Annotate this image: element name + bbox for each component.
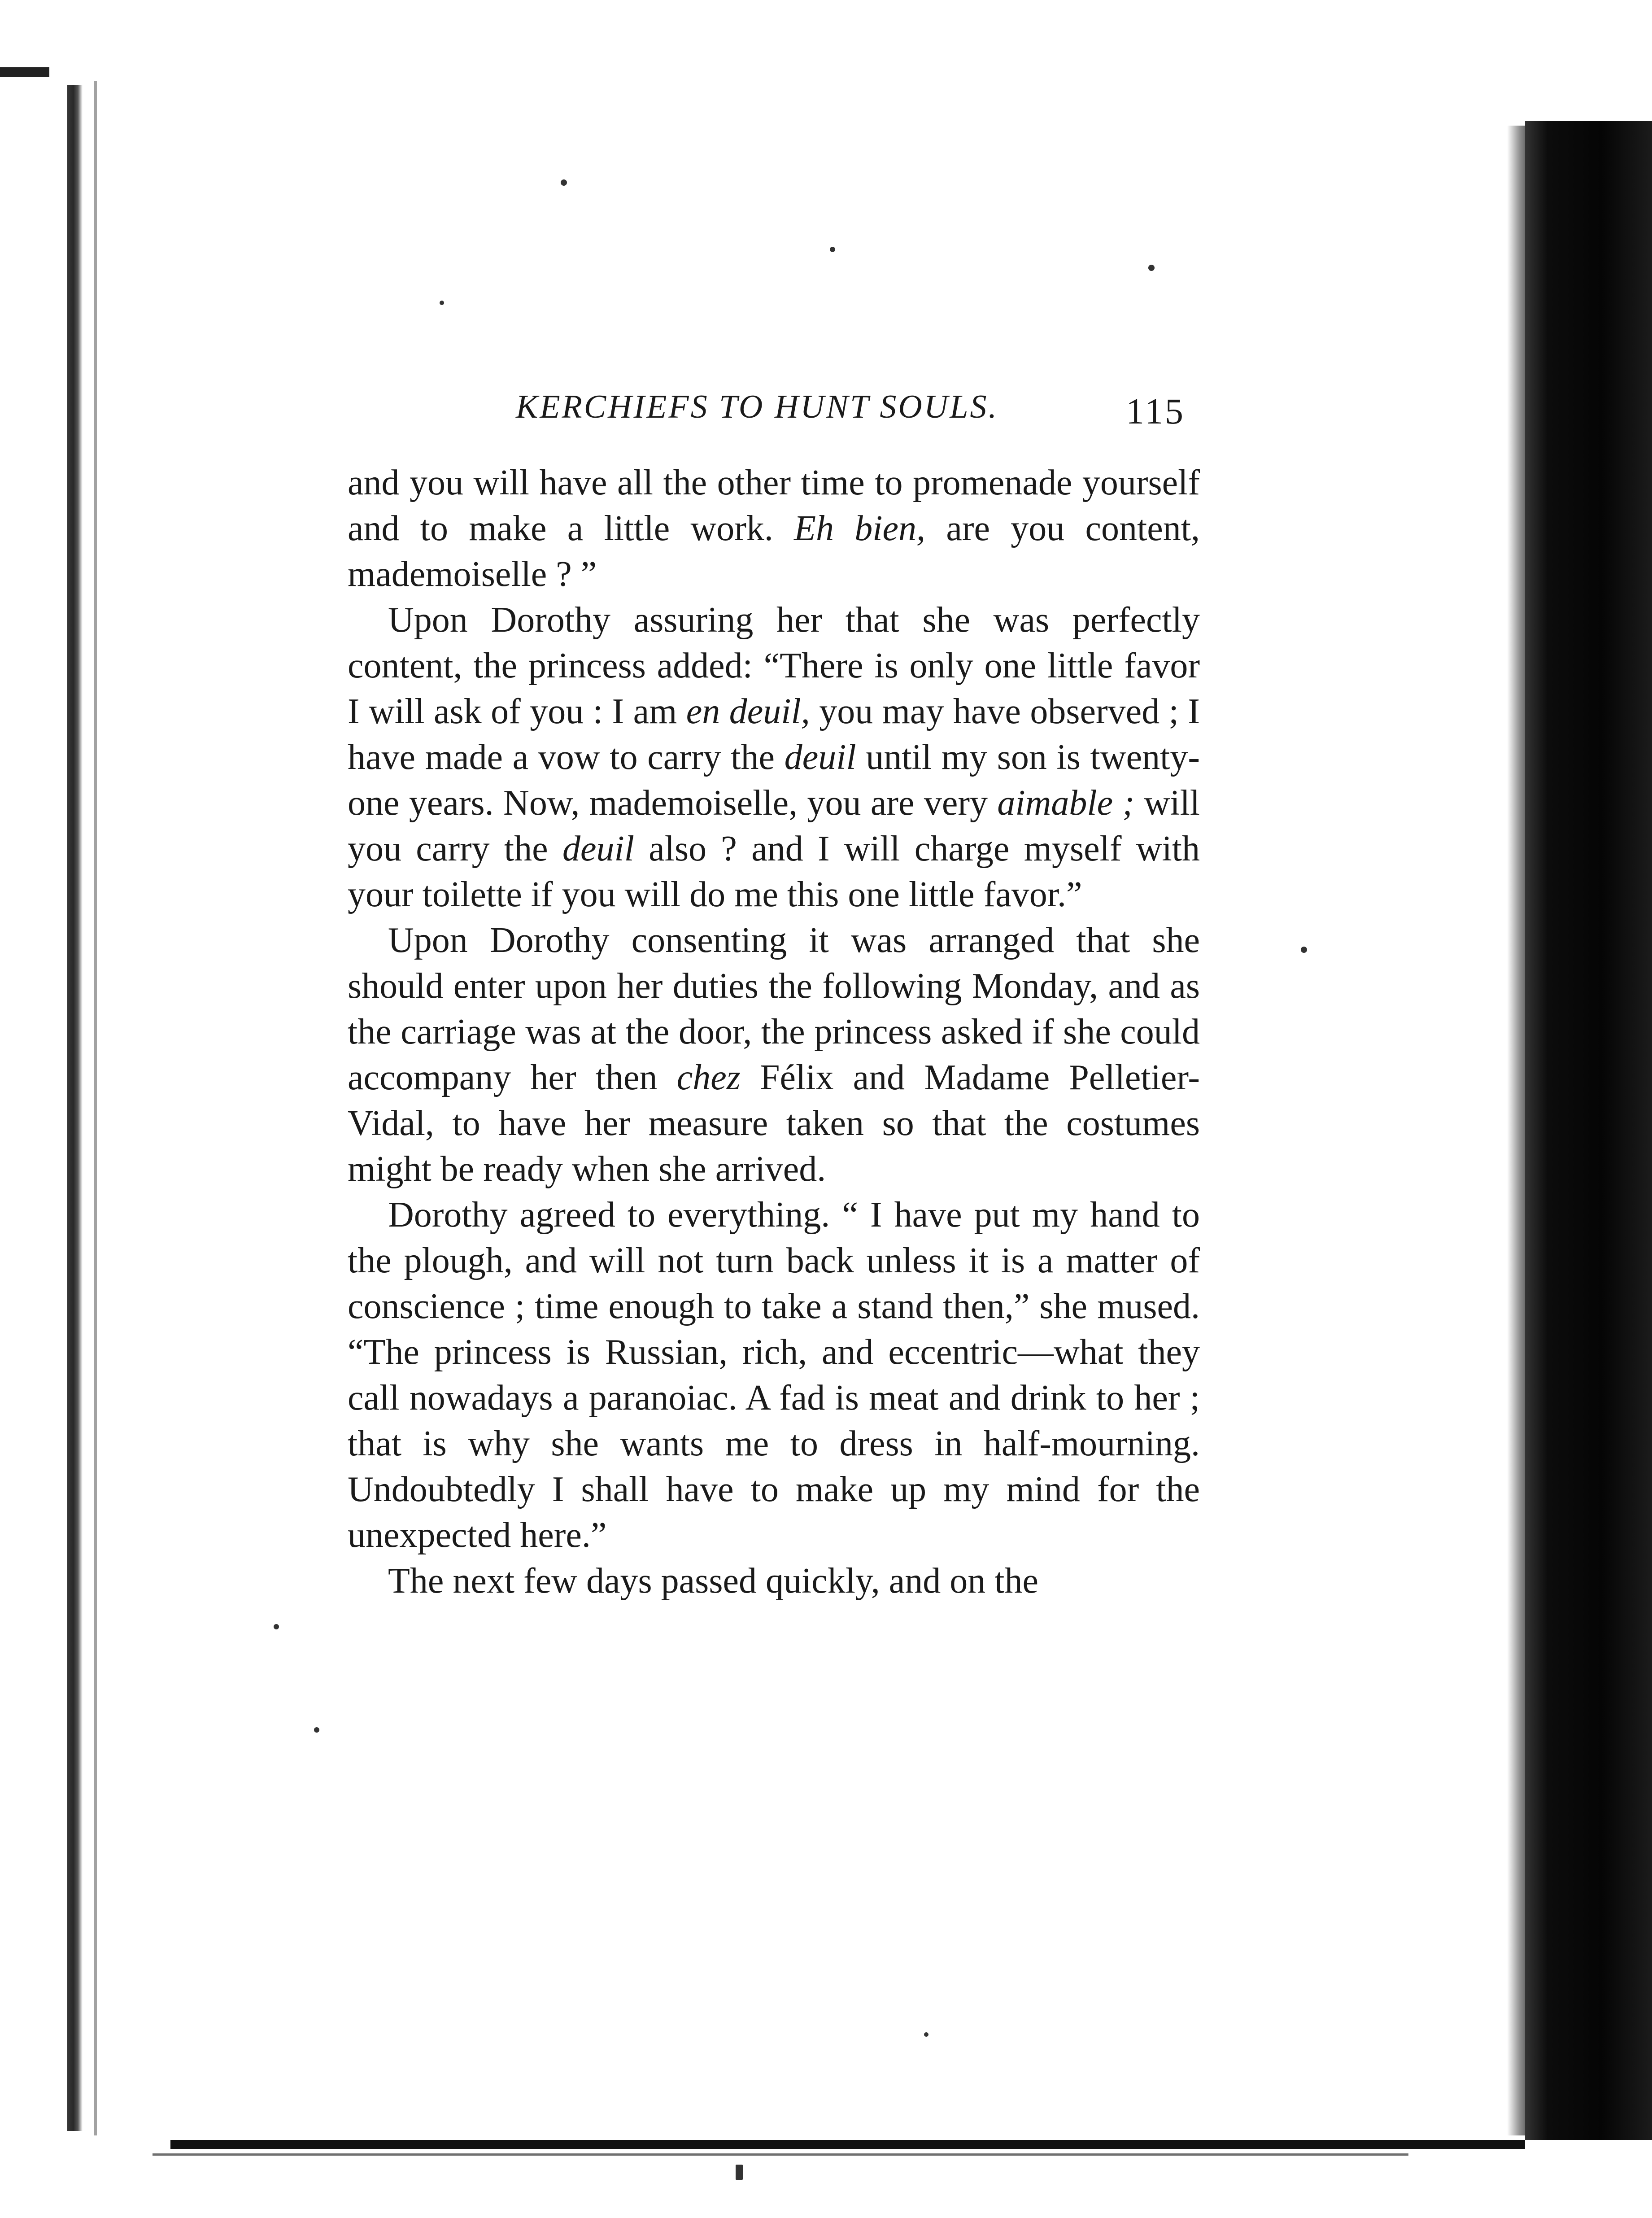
italic-phrase: aimable ; bbox=[997, 783, 1135, 823]
left-binding-line bbox=[94, 81, 97, 2135]
bottom-scan-edge bbox=[170, 2140, 1525, 2149]
italic-phrase: Eh bien, bbox=[794, 509, 926, 548]
scan-edge-mark bbox=[0, 67, 49, 77]
text-run: The next few days passed quickly, and on the bbox=[388, 1561, 1038, 1601]
scan-speck bbox=[440, 301, 444, 305]
text-run: you may have observed ; I have made a vow to carry the bbox=[348, 692, 1200, 777]
scan-speck bbox=[1148, 265, 1155, 271]
paragraph bbox=[348, 460, 1200, 597]
italic-phrase: chez bbox=[676, 1058, 741, 1097]
paragraph bbox=[348, 917, 1200, 1192]
page-number: 115 bbox=[1126, 391, 1185, 432]
text-run: are you content, mademoiselle ? ” bbox=[348, 509, 1200, 594]
scan-speck bbox=[314, 1727, 319, 1733]
body-text bbox=[348, 460, 1200, 1604]
italic-phrase: deuil bbox=[784, 738, 856, 777]
bottom-scan-edge-thin bbox=[153, 2153, 1408, 2156]
italic-phrase: deuil bbox=[562, 829, 634, 869]
paragraph bbox=[348, 1192, 1200, 1558]
running-head: KERCHIEFS TO HUNT SOULS. bbox=[516, 389, 998, 425]
text-run: Dorothy agreed to everything. “ I have put my hand to the plough, and will not turn back unless it is a matter of conscience ; time enough to take a stand then,” she mused. “The princess is Russian, rich, and eccentric—what they call nowadays a paranoiac. A fad is meat and drink to her ; that is why she wants me to dress in half-mourning. Undoubtedly I shall have to make up my mind for the unexpected here.” bbox=[348, 1195, 1200, 1555]
right-binding-shadow bbox=[1525, 121, 1652, 2140]
italic-phrase: en deuil, bbox=[686, 692, 810, 731]
text-run: Upon Dorothy consenting it was arranged that she should enter upon her duties the following Monday, and as the carriage was at the door, the princess asked if she could accompany her then bbox=[348, 921, 1200, 1097]
paragraph bbox=[348, 597, 1200, 917]
scan-speck bbox=[736, 2165, 743, 2180]
text-run: will you carry the bbox=[348, 783, 1200, 869]
text-run: Félix and Madame Pelletier-Vidal, to have her measure taken so that the costumes might be ready when she arrived. bbox=[348, 1058, 1200, 1189]
left-binding-shadow bbox=[67, 85, 83, 2131]
text-run: Upon Dorothy assuring her that she was perfectly content, the princess added: “There is only one little favor I will ask of you : I am bbox=[348, 600, 1200, 731]
scan-speck bbox=[274, 1624, 279, 1629]
text-run: also ? and I will charge myself with your toilette if you will do me this one little favor.” bbox=[348, 829, 1200, 914]
text-run: until my son is twenty-one years. Now, mademoiselle, you are very bbox=[348, 738, 1200, 823]
scan-speck bbox=[1301, 947, 1307, 953]
scan-speck bbox=[830, 247, 835, 252]
text-run: and you will have all the other time to promenade yourself and to make a little work. bbox=[348, 463, 1200, 548]
scan-speck bbox=[561, 179, 567, 186]
scan-speck bbox=[924, 2032, 928, 2037]
paragraph bbox=[348, 1558, 1200, 1604]
